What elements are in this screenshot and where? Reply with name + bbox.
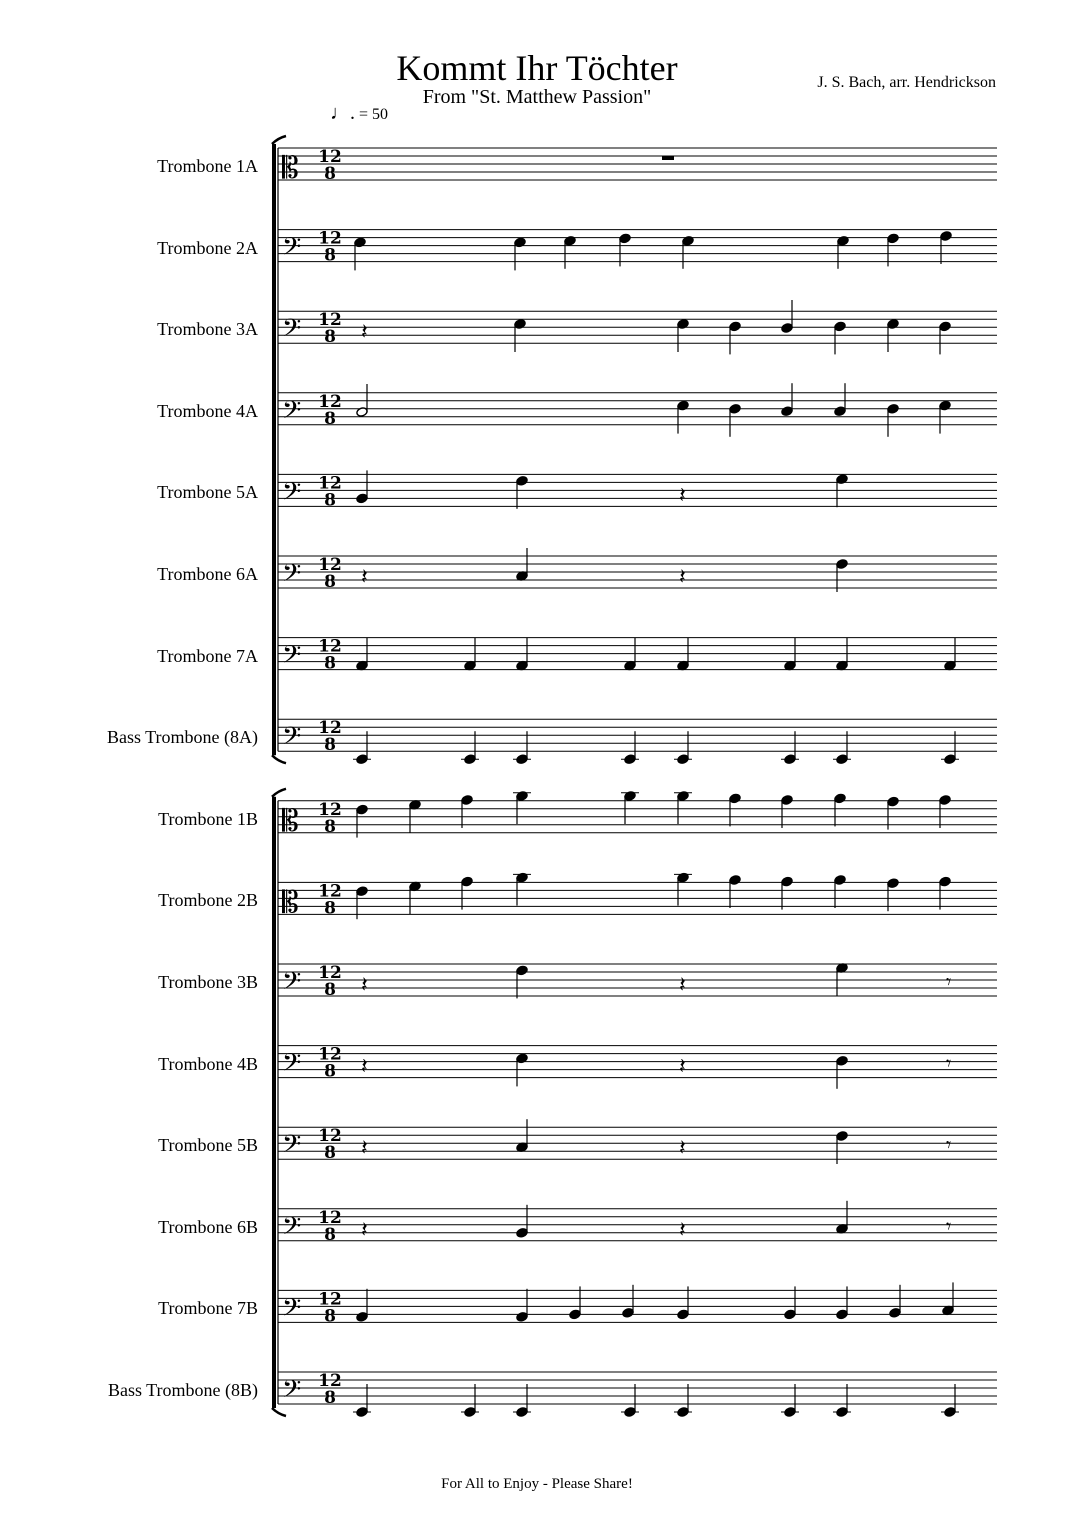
note-head bbox=[887, 233, 899, 244]
dotted-quarter-note-icon: ♩. bbox=[330, 102, 355, 124]
time-signature-top: 12 bbox=[318, 147, 342, 167]
quarter-rest-icon: 𝄽 bbox=[679, 565, 686, 590]
quarter-rest-icon: 𝄽 bbox=[679, 1136, 686, 1162]
note-head bbox=[939, 876, 951, 887]
time-signature-bottom: 8 bbox=[324, 735, 336, 756]
note-head bbox=[677, 791, 689, 802]
time-signature-bottom: 8 bbox=[324, 816, 336, 837]
time-signature-top: 12 bbox=[318, 310, 342, 331]
quarter-rest-icon: 𝄽 bbox=[679, 1054, 686, 1080]
time-signature-bottom: 8 bbox=[324, 980, 336, 1000]
note-head bbox=[516, 1311, 528, 1322]
footer-note: For All to Enjoy - Please Share! bbox=[441, 1476, 633, 1492]
tenor-clef-icon: 𝄡 bbox=[282, 885, 299, 921]
staff-label: Trombone 3A bbox=[157, 319, 258, 340]
quarter-rest-icon: 𝄽 bbox=[361, 320, 368, 346]
time-signature-top: 12 bbox=[318, 391, 342, 412]
staff-label: Trombone 7B bbox=[158, 1298, 258, 1319]
eighth-rest-icon: 𝄾 bbox=[946, 1214, 952, 1239]
note-head bbox=[834, 321, 846, 332]
bass-clef-icon: 𝄢 bbox=[282, 314, 302, 350]
staff-label: Trombone 1A bbox=[157, 156, 258, 176]
note-head bbox=[836, 1131, 848, 1142]
note-head bbox=[677, 872, 689, 883]
time-signature-bottom: 8 bbox=[324, 490, 336, 511]
note-head bbox=[887, 319, 899, 330]
score-title: Kommt Ihr Töchter bbox=[396, 48, 678, 88]
bass-clef-icon: 𝄢 bbox=[282, 640, 302, 676]
time-signature-bottom: 8 bbox=[324, 1143, 336, 1164]
staff-label: Trombone 3B bbox=[158, 972, 258, 992]
note-head bbox=[461, 795, 473, 806]
note-head bbox=[836, 559, 848, 570]
time-signature-top: 12 bbox=[318, 473, 342, 494]
note-head bbox=[939, 795, 951, 806]
staff-label: Trombone 4A bbox=[157, 400, 258, 421]
bass-clef-icon: 𝄢 bbox=[282, 1375, 302, 1410]
quarter-rest-icon: 𝄽 bbox=[361, 1136, 368, 1162]
tempo-value: = 50 bbox=[359, 106, 389, 123]
bass-clef-icon: 𝄢 bbox=[282, 1293, 302, 1329]
time-signature-top: 12 bbox=[318, 963, 342, 983]
bass-clef-icon: 𝄢 bbox=[282, 967, 302, 1002]
note-head bbox=[729, 875, 741, 886]
time-signature-bottom: 8 bbox=[324, 327, 336, 348]
note-head bbox=[729, 321, 741, 332]
note-head bbox=[781, 876, 793, 887]
quarter-rest-icon: 𝄽 bbox=[679, 483, 686, 509]
time-signature-top: 12 bbox=[318, 555, 342, 575]
note-head bbox=[781, 406, 793, 417]
staff-label: Bass Trombone (8A) bbox=[106, 727, 258, 748]
bass-clef-icon: 𝄢 bbox=[282, 1211, 302, 1247]
time-signature-bottom: 8 bbox=[324, 1306, 336, 1327]
staff-label: Trombone 4B bbox=[158, 1053, 258, 1074]
note-head bbox=[356, 493, 368, 504]
note-head bbox=[514, 237, 526, 248]
time-signature-top: 12 bbox=[318, 1371, 342, 1391]
time-signature-bottom: 8 bbox=[324, 572, 336, 592]
note-head bbox=[516, 1227, 528, 1238]
note-head bbox=[836, 1055, 848, 1066]
note-head bbox=[836, 1309, 848, 1320]
time-signature-top: 12 bbox=[318, 799, 342, 820]
quarter-rest-icon: 𝄽 bbox=[361, 1217, 368, 1243]
time-signature-top: 12 bbox=[318, 1044, 342, 1065]
quarter-rest-icon: 𝄽 bbox=[679, 973, 686, 998]
bass-clef-icon: 𝄢 bbox=[282, 722, 302, 758]
note-head bbox=[516, 872, 528, 883]
eighth-rest-icon: 𝄾 bbox=[946, 1132, 952, 1157]
bass-clef-icon: 𝄢 bbox=[282, 232, 302, 268]
note-head bbox=[781, 323, 793, 334]
composer-credit: J. S. Bach, arr. Hendrickson bbox=[817, 74, 996, 91]
note-head bbox=[619, 233, 631, 244]
note-head bbox=[516, 965, 528, 976]
tenor-clef-icon: 𝄡 bbox=[282, 803, 299, 839]
time-signature-bottom: 8 bbox=[324, 1061, 336, 1082]
eighth-rest-icon: 𝄾 bbox=[946, 1051, 952, 1075]
quarter-rest-icon: 𝄽 bbox=[679, 1217, 686, 1243]
time-signature-bottom: 8 bbox=[324, 408, 336, 429]
time-signature-bottom: 8 bbox=[324, 1224, 336, 1245]
quarter-rest-icon: 𝄽 bbox=[361, 973, 368, 998]
note-head bbox=[834, 406, 846, 417]
bracket-hook bbox=[272, 136, 286, 144]
note-head bbox=[729, 403, 741, 414]
bass-clef-icon: 𝄢 bbox=[282, 477, 302, 513]
time-signature-top: 12 bbox=[318, 1289, 342, 1310]
note-head bbox=[889, 1307, 901, 1318]
bracket-hook bbox=[272, 789, 286, 797]
time-signature-bottom: 8 bbox=[324, 164, 336, 184]
note-head bbox=[887, 878, 899, 889]
note-head bbox=[834, 875, 846, 886]
bass-clef-icon: 𝄢 bbox=[282, 559, 302, 594]
staff-label: Trombone 7A bbox=[157, 645, 258, 666]
note-head bbox=[939, 400, 951, 411]
time-signature-top: 12 bbox=[318, 1207, 342, 1228]
time-signature-bottom: 8 bbox=[324, 245, 336, 266]
note-head bbox=[682, 235, 694, 246]
note-head bbox=[624, 791, 636, 802]
staff-label: Trombone 2A bbox=[157, 237, 258, 258]
bass-clef-icon: 𝄢 bbox=[282, 395, 302, 431]
eighth-rest-icon: 𝄾 bbox=[946, 969, 952, 994]
note-head bbox=[356, 1311, 368, 1322]
staff-label: Trombone 5A bbox=[157, 482, 258, 503]
time-signature-top: 12 bbox=[318, 718, 342, 739]
note-head bbox=[781, 795, 793, 806]
note-head bbox=[887, 403, 899, 414]
staff-label: Trombone 1B bbox=[158, 808, 258, 829]
note-head bbox=[677, 1309, 689, 1320]
bass-clef-icon: 𝄢 bbox=[282, 1048, 302, 1084]
note-head bbox=[940, 231, 952, 242]
note-head bbox=[677, 319, 689, 330]
time-signature-bottom: 8 bbox=[324, 898, 336, 919]
note-head bbox=[622, 1307, 634, 1318]
note-head bbox=[939, 321, 951, 332]
note-head bbox=[569, 1309, 581, 1320]
note-head bbox=[887, 796, 899, 807]
note-head bbox=[784, 1309, 796, 1320]
whole-rest-icon bbox=[662, 156, 674, 160]
note-head bbox=[677, 400, 689, 411]
tenor-clef-icon: 𝄡 bbox=[282, 151, 299, 186]
note-head bbox=[461, 876, 473, 887]
note-head bbox=[356, 407, 368, 418]
system-bracket bbox=[272, 144, 276, 755]
staff-label: Trombone 6A bbox=[157, 564, 258, 584]
note-head bbox=[516, 475, 528, 486]
system-bracket bbox=[272, 797, 276, 1408]
note-head bbox=[837, 235, 849, 246]
score-subtitle: From "St. Matthew Passion" bbox=[422, 86, 652, 108]
staff-label: Trombone 2B bbox=[158, 890, 258, 911]
note-head bbox=[729, 793, 741, 804]
note-head bbox=[356, 886, 368, 897]
note-head bbox=[834, 793, 846, 804]
quarter-rest-icon: 𝄽 bbox=[361, 565, 368, 590]
note-head bbox=[514, 319, 526, 330]
note-head bbox=[516, 791, 528, 802]
time-signature-bottom: 8 bbox=[324, 1388, 336, 1408]
note-head bbox=[356, 804, 368, 815]
time-signature-top: 12 bbox=[318, 228, 342, 249]
note-head bbox=[564, 235, 576, 246]
quarter-rest-icon: 𝄽 bbox=[361, 1054, 368, 1080]
staff-label: Trombone 5B bbox=[158, 1135, 258, 1156]
note-head bbox=[836, 474, 848, 485]
time-signature-top: 12 bbox=[318, 636, 342, 657]
staff-label: Bass Trombone (8B) bbox=[107, 1380, 258, 1400]
time-signature-top: 12 bbox=[318, 1126, 342, 1147]
time-signature-top: 12 bbox=[318, 881, 342, 902]
staff-label: Trombone 6B bbox=[158, 1216, 258, 1237]
note-head bbox=[516, 1053, 528, 1064]
note-head bbox=[354, 237, 366, 248]
time-signature-bottom: 8 bbox=[324, 653, 336, 674]
bass-clef-icon: 𝄢 bbox=[282, 1130, 302, 1166]
